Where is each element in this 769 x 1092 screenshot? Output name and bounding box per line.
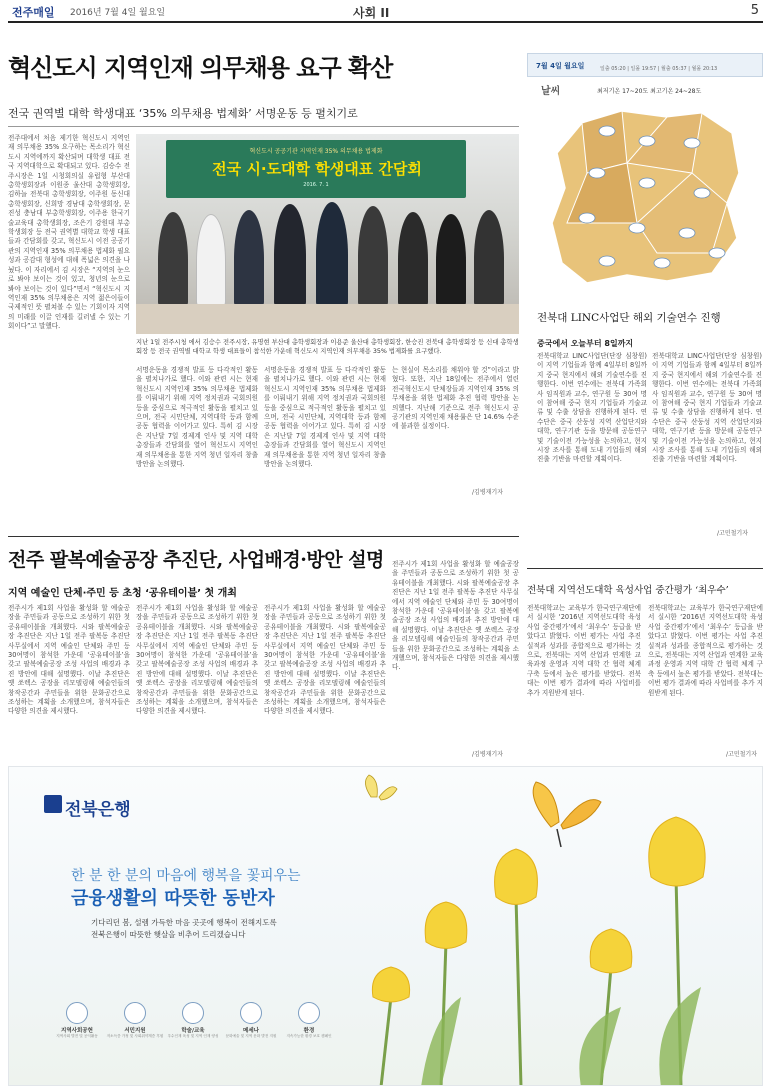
article4-column-2: 전북대학교는 교육부가 한국연구재단에 서 실시한 ‘2016년 지역선도대학 육성사업 중간평가’에서 ‘최우수’ 등급을 받았다고 밝혔다. 이번 평가는 사업 추진 실적과 성과를 종합적으로 평가하는 것으로, 전북대는 지역 산업과 연계한 교육과정 운영과 지역 대학 간 협력 체계 구축 등에서 높은 평가를 받았다. 전북대는 이번 평가 결과에 따라 사업비를 추가 지원받게 된다. xyxy=(648,604,763,697)
article1-photo xyxy=(136,134,519,334)
tulip-illustration xyxy=(321,767,761,1086)
divider xyxy=(8,126,519,127)
tulip-flower-icon xyxy=(649,817,705,886)
article1-byline: /김병재기자 xyxy=(472,489,504,496)
ad-copy-1: 기다리던 봄, 설렘 가득한 마음 곳곳에 행복이 전해지도록 xyxy=(91,918,277,927)
person-figure xyxy=(436,214,466,308)
article3-column-3: 전주시가 제1회 사업을 활성화 할 예술공장을 주민들과 공동으로 조성하기 위한 첫 공유테이블을 개최했다. 시와 팔복예술공장 추진단은 지난 1일 전주 팔복동 추진단 사무실에서 지역 예술인 단체와 주민 등 30여명이 참석한 가운데 ‘공유테이블’을 갖고 팔복예술공장 조성 사업의 배경과 추진 방안에 대해 설명했다. 이날 추진단은 옛 쏘렉스 공장을 리모델링해 예술인들의 창작공간과 주민들을 위한 문화공간으로 조성하는 계획을 소개했으며, 참석자들은 다양한 의견을 제시했다. xyxy=(264,604,386,716)
person-figure xyxy=(196,214,226,308)
palette-icon xyxy=(240,1002,262,1024)
bank-logo-text: 전북은행 xyxy=(65,800,131,820)
article4-column-1: 전북대학교는 교육부가 한국연구재단에 서 실시한 ‘2016년 지역선도대학 육성사업 중간평가’에서 ‘최우수’ 등급을 받았다고 밝혔다. 이번 평가는 사업 추진 실적과 성과를 종합적으로 평가하는 것으로, 전북대는 지역 산업과 연계한 교육과정 운영과 지역 대학 간 협력 체계 구축 등에서 높은 평가를 받았다. 전북대는 이번 평가 결과에 따라 사업비를 추가 지원받게 된다. xyxy=(527,604,641,697)
person-figure xyxy=(474,210,504,308)
leaf-icon xyxy=(421,997,461,1086)
weather-summary xyxy=(527,79,763,101)
tulip-flower-icon xyxy=(590,929,632,973)
person-figure xyxy=(358,206,388,308)
article2-column-2: 전북대학교 LINC사업단(단장 심창원)이 지역 기업들과 함께 4일부터 8일까지 중국 현지에서 해외 기술연수를 진행한다. 이번 연수에는 전북대 가족회사 임직원과 교수, 연구원 등 30여 명이 참여해 중국 현지 기업들과 기술교류 및 수출 상담을 진행하게 된다. 연수단은 중국 산둥성 지역 산업단지와 대학, 연구기관 등을 방문해 공동연구 및 기술이전 가능성을 논의하고, 현지 시장 조사를 통해 도내 기업들의 해외 진출 기반을 마련할 계획이다. xyxy=(652,352,762,464)
article3-column-1: 전주시가 제1회 사업을 활성화 할 예술공장을 주민들과 공동으로 조성하기 위한 첫 공유테이블을 개최했다. 시와 팔복예술공장 추진단은 지난 1일 전주 팔복동 추진단 사무실에서 지역 예술인 단체와 주민 등 30여명이 참석한 가운데 ‘공유테이블’을 갖고 팔복예술공장 조성 사업의 배경과 추진 방안에 대해 설명했다. 이날 추진단은 옛 쏘렉스 공장을 리모델링해 예술인들의 창작공간과 주민들을 위한 문화공간으로 조성하는 계획을 소개했으며, 참석자들은 다양한 의견을 제시했다. xyxy=(8,604,130,716)
ad-tagline-1: 한 분 한 분의 마음에 행복을 꽃피우는 xyxy=(71,868,301,884)
cloud-icon xyxy=(579,213,595,223)
sun-moon-times: 일출 05:20 | 일몰 19:57 | 월출 05:37 | 월몰 20:13 xyxy=(600,66,718,72)
cloud-icon xyxy=(684,138,700,148)
stem-icon xyxy=(381,997,391,1086)
ad-feature-support: 서민지원 저소득층 가정 및 사회취약계층 후원 xyxy=(105,1002,165,1039)
section-name: 사회 II xyxy=(353,6,390,20)
article1-subheadline: 전국 권역별 대학 학생대표 ‘35% 의무채용 법제화’ 서명운동 등 펼치기로 xyxy=(8,107,358,120)
cloud-icon xyxy=(589,168,605,178)
page-number: 5 xyxy=(750,3,759,18)
article3-headline: 전주 팔복예술공장 추진단, 사업배경·방안 설명 xyxy=(8,549,384,571)
ad-tagline-2: 금융생활의 따뜻한 동반자 xyxy=(71,888,275,909)
cloud-icon xyxy=(679,228,695,238)
bank-advertisement xyxy=(8,766,763,1086)
ad-copy-2: 전북은행이 따뜻한 햇살을 비추어 드리겠습니다 xyxy=(91,930,246,939)
article4-headline: 전북대 지역선도대학 육성사업 중간평가 ‘최우수’ xyxy=(527,585,729,596)
book-icon xyxy=(182,1002,204,1024)
butterfly-icon xyxy=(365,775,397,800)
weather-map xyxy=(527,103,763,293)
weather-box xyxy=(527,53,763,293)
weather-date: 7월 4일 월요일 xyxy=(536,62,585,70)
person-figure xyxy=(398,212,428,308)
article3-byline: /김병재기자 xyxy=(472,751,504,758)
weather-topbar xyxy=(527,53,763,77)
article2-headline: 전북대 LINC사업단 해외 기술연수 진행 xyxy=(537,312,721,324)
cloud-icon xyxy=(709,248,725,258)
issue-date: 2016년 7월 4일 월요일 xyxy=(70,8,166,18)
tulip-flower-icon xyxy=(495,849,538,905)
cloud-icon xyxy=(639,136,655,146)
divider xyxy=(8,536,519,537)
photo-table xyxy=(136,304,519,334)
butterfly-icon xyxy=(533,782,601,847)
newspaper-name: 전주매일 xyxy=(12,6,55,19)
tulip-flower-icon xyxy=(425,902,467,949)
ad-feature-education: 학술/교육 우수인재 육성 및 지역 인재 양성 xyxy=(163,1002,223,1039)
article1-column-2b: 서명운동을 경쟁적 발표 등 다각적인 활동을 펼치나가로 했다. 이와 관련 시는 현재 혁신도시 지역인재 35% 의무채용 법제화를 이뤄내기 위해 지역 정치권과 국회의원 등을 중심으로 적극적인 활동을 펼치고 있으며, 전국 시민단체, 지역대학 등과 함께 공동 협력을 이어가고 있다. 특히 김 시장은 지난달 7일 경제계 인사 및 지역 대학 총장들과 간담회를 열어 혁신도시 지역인재 의무채용을 통한 지역 청년 일자리 창출 방안을 논의했다. xyxy=(264,366,386,469)
article2-subheadline: 중국에서 오늘부터 8일까지 xyxy=(537,339,634,348)
article1-column-2: 서명운동을 경쟁적 발표 등 다각적인 활동을 펼치나가로 했다. 이와 관련 시는 현재 혁신도시 지역인재 35% 의무채용 법제화를 이뤄내기 위해 지역 정치권과 국회의원 등을 중심으로 적극적인 활동을 펼치고 있으며, 전국 시민단체, 지역대학 등과 함께 공동 협력을 이어가고 있다. 특히 김 시장은 지난달 7일 경제계 인사 및 지역 대학 총장들과 간담회를 열어 혁신도시 지역인재 의무채용을 통한 지역 청년 일자리 창출 방안을 논의했다. xyxy=(136,366,258,469)
article1-headline: 혁신도시 지역인재 의무채용 요구 확산 xyxy=(8,53,393,82)
person-figure xyxy=(316,202,348,308)
tulip-flower-icon xyxy=(372,967,409,1002)
handshake-icon xyxy=(66,1002,88,1024)
cloud-icon xyxy=(599,126,615,136)
person-figure xyxy=(274,204,306,308)
person-figure xyxy=(234,210,264,308)
ad-feature-environment: 환경 지속가능한 환경 보호 캠페인 xyxy=(279,1002,339,1039)
article1-column-1: 전주대에서 처음 제기한 혁신도시 지역인재 의무채용 35% 요구하는 목소리가 혁신도시 지역에까지 확산되며 대학생 대표 전국 지역대학으로 확대되고 있다. 김승수 전주시장은 1일 시청회의실 유럽형 부산대 총학생회장과 이원종 울산대 총학생회장, 김하늘 전북대 총학생회장, 이주원 동신대 총학생회장, 신희망 경남대 총학생회장, 문진성 충남대 부총학생회장, 이주용 한국기술교육대 총학생회장, 조은기 강원대 부총학생회장 등 전국 권역별 대학교 학생 대표들과 간담회를 갖고, 혁신도시 이전 공공기관의 지역인재 35% 의무채용 법제화 필요성과 공감대 형성에 대해 폭넓은 의견을 나눴다. 이 자리에서 김 시장은 “지역의 눈으로 봐야 보이는 것이 있고, 청년의 눈으로 봐야 보이는 것이 있다”면서 “혁신도시 지역인재 35% 의무채용은 지역 젊은이들이 국제적인 뜻 펼쳐볼 수 있는 기회이자 지역의 미래를 이끌 인재를 길러낼 수 있는 기회이다”고 말했다. xyxy=(8,134,130,331)
person-figure xyxy=(158,212,188,308)
cloud-icon xyxy=(599,256,615,266)
photo-caption: 지난 1일 전주시청 에서 김승수 전주시장, 유명현 부산대 총학생회장과 이용준 울산대 총학생회장, 한승진 전북대 총학생회장 등 신대 총학생회장 등 전국 권역별 대학교 학생 대표들이 참석한 가운데 혁신도시 지역인재 의무채용 35% 법제화를 요구했다. xyxy=(136,339,519,355)
leaf-icon xyxy=(579,1007,621,1086)
divider xyxy=(527,568,763,569)
article2-column-1: 전북대학교 LINC사업단(단장 심창원)이 지역 기업들과 함께 4일부터 8일까지 중국 현지에서 해외 기술연수를 진행한다. 이번 연수에는 전북대 가족회사 임직원과 교수, 연구원 등 30여 명이 참여해 중국 현지 기업들과 기술교류 및 수출 상담을 진행하게 된다. 연수단은 중국 산둥성 지역 산업단지와 대학, 연구기관 등을 방문해 공동연구 및 기술이전 가능성을 논의하고, 현지 시장 조사를 통해 도내 기업들의 해외 진출 기반을 마련할 계획이다. xyxy=(537,352,647,464)
cloud-icon xyxy=(629,223,645,233)
photo-banner-top-text: 혁신도시 공공기관 지역인재 35% 의무채용 법제화 xyxy=(249,148,383,155)
photo-banner-main-text: 전국 시·도대학 학생대표 간담회 xyxy=(212,160,422,178)
people-icon xyxy=(124,1002,146,1024)
article1-column-3: 는 현실이 목소리를 채워야 할 것”이라고 밝혔다. 또한, 지난 18일에는 전주에서 열린 전국혁신도시 단체장들과 지역인재 35% 의무채용을 위한 법제화 추진 협력 방안을 논의했다. 지난해 기준으로 전주 혁신도시 공공기관의 지역인재 채용률은 단 14.6% 수준에 불과한 실정이다. xyxy=(392,366,519,431)
cloud-icon xyxy=(654,258,670,268)
weather-temperatures: 최저기온 17~20도 최고기온 24~28도 xyxy=(597,88,702,95)
article3-column-2: 전주시가 제1회 사업을 활성화 할 예술공장을 주민들과 공동으로 조성하기 위한 첫 공유테이블을 개최했다. 시와 팔복예술공장 추진단은 지난 1일 전주 팔복동 추진단 사무실에서 지역 예술인 단체와 주민 등 30여명이 참석한 가운데 ‘공유테이블’을 갖고 팔복예술공장 조성 사업의 배경과 추진 방안에 대해 설명했다. 이날 추진단은 옛 쏘렉스 공장을 리모델링해 예술인들의 창작공간과 주민들을 위한 문화공간으로 조성하는 계획을 소개했으며, 참석자들은 다양한 의견을 제시했다. xyxy=(136,604,258,716)
cloud-icon xyxy=(694,188,710,198)
article4-byline: /고민철기자 xyxy=(726,751,758,758)
header-rule xyxy=(8,21,763,23)
ad-feature-community: 지역사회공헌 지역사회 발전 및 공익활동 xyxy=(47,1002,107,1039)
article2-byline: /고민철기자 xyxy=(717,530,749,537)
article3-subheadline: 지역 예술인 단체·주민 등 초청 ‘공유테이블’ 첫 개최 xyxy=(8,588,237,599)
article3-column-4: 전주시가 제1회 사업을 활성화 할 예술공장을 주민들과 공동으로 조성하기 위한 첫 공유테이블을 개최했다. 시와 팔복예술공장 추진단은 지난 1일 전주 팔복동 추진단 사무실에서 지역 예술인 단체와 주민 등 30여명이 참석한 가운데 ‘공유테이블’을 갖고 팔복예술공장 조성 사업의 배경과 추진 방안에 대해 설명했다. 이날 추진단은 옛 쏘렉스 공장을 리모델링해 예술인들의 창작공간과 주민들을 위한 문화공간으로 조성하는 계획을 소개했으며, 참석자들은 다양한 의견을 제시했다. xyxy=(392,560,519,672)
stem-icon xyxy=(516,897,521,1086)
cloud-icon xyxy=(639,178,655,188)
page-header xyxy=(8,4,763,20)
weather-label: 날씨 xyxy=(541,86,561,97)
photo-banner-date: 2016. 7. 1 xyxy=(303,182,329,188)
leaf-icon xyxy=(298,1002,320,1024)
bank-logo-icon xyxy=(44,795,62,813)
ad-feature-mecenat: 메세나 문화예술 및 지역 문화 발전 지원 xyxy=(221,1002,281,1039)
